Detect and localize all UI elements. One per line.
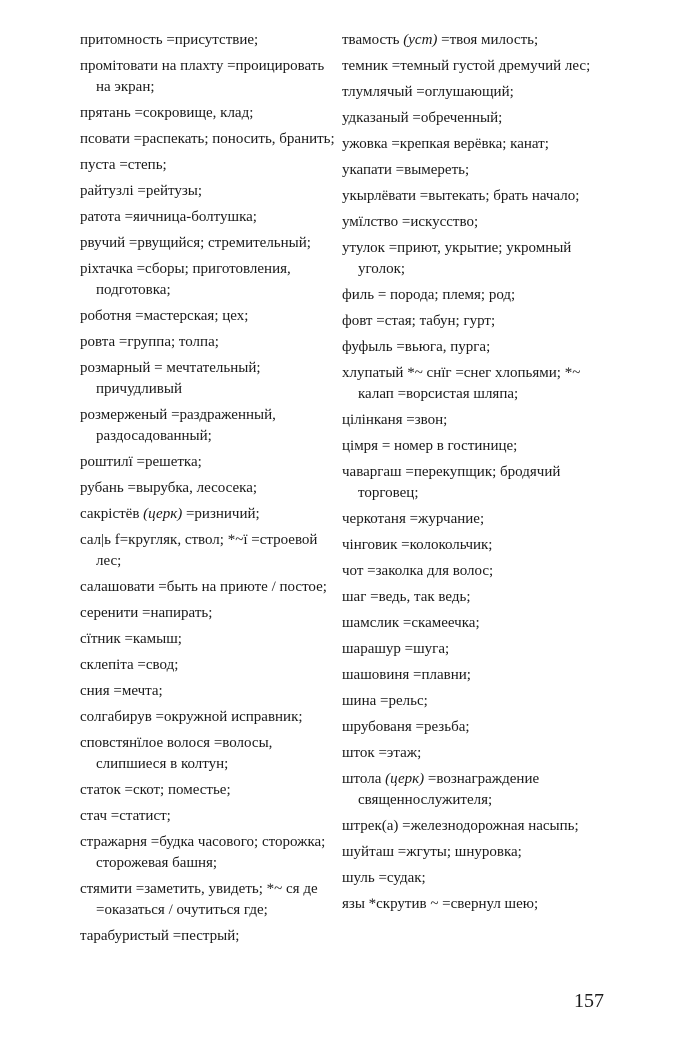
- usage-label: (церк): [143, 506, 183, 522]
- entry-text: =ризничий;: [182, 506, 260, 522]
- dictionary-entry: сал|ь f=кругляк, ствол; *~ї =строевой лес;: [80, 532, 318, 569]
- dictionary-entry: темник =темный густой дремучий лес;: [342, 58, 591, 74]
- dictionary-entry: рубань =вырубка, лесосека;: [80, 480, 258, 496]
- dictionary-entry: хлупатый *~ снїг =снег хлопьями; *~ калап =ворсистая шляпа;: [342, 365, 581, 402]
- dictionary-entry: удказаный =обреченный;: [342, 110, 503, 126]
- dictionary-entry: стач =статист;: [80, 808, 171, 824]
- dictionary-entry: [342, 30, 600, 51]
- dictionary-entry: стражарня =будка часового; сторожка; сторожевая башня;: [80, 834, 326, 871]
- dictionary-entry: чаваргаш =перекупщик; бродячий торговец;: [342, 464, 561, 501]
- dictionary-entry: цімря = номер в гостинице;: [342, 438, 518, 454]
- dictionary-entry: солгабирув =окружной исправник;: [80, 709, 303, 725]
- dictionary-entry: сния =мечта;: [80, 683, 163, 699]
- dictionary-entry: ровта =группа; толпа;: [80, 334, 219, 350]
- dictionary-entry: шуйташ =жгуты; шнуровка;: [342, 844, 522, 860]
- dictionary-entry: рвучий =рвущийся; стремительный;: [80, 235, 311, 251]
- dictionary-entry: [342, 769, 600, 811]
- dictionary-entry: утулок =приют, укрытие; укромный уголок;: [342, 240, 572, 277]
- dictionary-entry: тлумлячый =оглушающий;: [342, 84, 514, 100]
- dictionary-entry: черкотаня =журчание;: [342, 511, 485, 527]
- dictionary-entry: прятань =сокровище, клад;: [80, 105, 254, 121]
- dictionary-entry: псовати =распекать; поносить, бранить;: [80, 131, 335, 147]
- dictionary-entry: сїтник =камыш;: [80, 631, 182, 647]
- usage-label: (церк): [385, 771, 425, 787]
- dictionary-entry: филь = порода; племя; род;: [342, 287, 516, 303]
- entry-text: твамость: [342, 32, 404, 48]
- dictionary-entry: [80, 504, 338, 525]
- dictionary-entry: роштилї =решетка;: [80, 454, 202, 470]
- entry-text: штола: [342, 771, 386, 787]
- dictionary-entry: райтузлі =рейтузы;: [80, 183, 203, 199]
- dictionary-entry: шаг =ведь, так ведь;: [342, 589, 471, 605]
- entry-text: =вознаграждение священнослужителя;: [358, 771, 540, 808]
- dictionary-entry: роботня =мастерская; цех;: [80, 308, 249, 324]
- dictionary-entry: шток =этаж;: [342, 745, 422, 761]
- dictionary-entry: фовт =стая; табун; гурт;: [342, 313, 496, 329]
- dictionary-entry: шамслик =скамеечка;: [342, 615, 480, 631]
- dictionary-entry: шина =рельс;: [342, 693, 428, 709]
- dictionary-entry: стямити =заметить, увидеть; *~ ся де =оказаться / очутиться где;: [80, 881, 318, 918]
- dictionary-entry: цілінканя =звон;: [342, 412, 448, 428]
- dictionary-entry: укапати =вымереть;: [342, 162, 470, 178]
- dictionary-entry: сповстянїлое волося =волосы, слипшиеся в колтун;: [80, 735, 273, 772]
- usage-label: (уст): [403, 32, 438, 48]
- dictionary-entry: склепіта =свод;: [80, 657, 179, 673]
- dictionary-entry: чінговик =колокольчик;: [342, 537, 493, 553]
- dictionary-entry: розмерженый =раздраженный, раздосадованный;: [80, 407, 276, 444]
- dictionary-entry: тарабуристый =пестрый;: [80, 928, 240, 944]
- dictionary-entry: шуль =судак;: [342, 870, 426, 886]
- dictionary-entry: умїлство =искусство;: [342, 214, 479, 230]
- entry-text: сакрістёв: [80, 506, 144, 522]
- entry-text: =твоя милость;: [437, 32, 539, 48]
- dictionary-entry: язы *скрутив ~ =свернул шею;: [342, 896, 539, 912]
- dictionary-entry: ріхтачка =сборы; приготовления, подготовка;: [80, 261, 291, 298]
- page-number: 157: [574, 990, 604, 1012]
- dictionary-entry: салашовати =быть на приюте / постое;: [80, 579, 327, 595]
- dictionary-entry: притомность =присутствие;: [80, 32, 259, 48]
- dictionary-entry: шрубованя =резьба;: [342, 719, 470, 735]
- dictionary-entry: шарашур =шуга;: [342, 641, 450, 657]
- dictionary-entry: розмарный = мечтательный; причудливый: [80, 360, 261, 397]
- dictionary-entry: пуста =степь;: [80, 157, 167, 173]
- dictionary-entry: промітовати на плахту =проицировать на экран;: [80, 58, 325, 95]
- dictionary-entry: штрек(а) =железнодорожная насыпь;: [342, 818, 579, 834]
- dictionary-entry: чот =заколка для волос;: [342, 563, 494, 579]
- dictionary-entry: статок =скот; поместье;: [80, 782, 231, 798]
- dictionary-entry: укырлёвати =вытекать; брать начало;: [342, 188, 580, 204]
- dictionary-entry: серенити =напирать;: [80, 605, 213, 621]
- dictionary-entry: ужовка =крепкая верёвка; канат;: [342, 136, 549, 152]
- right-column: [342, 30, 600, 920]
- dictionary-entry: ратота =яичница-болтушка;: [80, 209, 257, 225]
- dictionary-entry: шашовиня =плавни;: [342, 667, 471, 683]
- left-column: [80, 30, 338, 952]
- dictionary-entry: фуфыль =вьюга, пурга;: [342, 339, 491, 355]
